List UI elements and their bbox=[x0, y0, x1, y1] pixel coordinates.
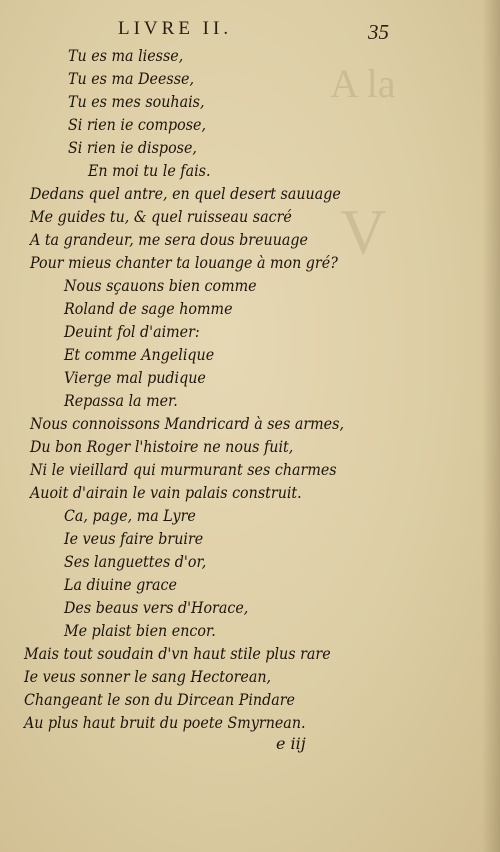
verse-line: Des beaus vers d'Horace, bbox=[64, 599, 249, 617]
verse-line: Nous sçauons bien comme bbox=[64, 277, 257, 295]
verse-line: Me plaist bien encor. bbox=[64, 622, 216, 640]
verse-line: Tu es mes souhais, bbox=[68, 93, 205, 111]
verse-line: En moi tu le fais. bbox=[88, 162, 211, 180]
verse-line: Roland de sage homme bbox=[64, 300, 233, 318]
verse-line: Si rien ie dispose, bbox=[68, 139, 197, 157]
show-through: V bbox=[340, 196, 387, 267]
verse-line: Si rien ie compose, bbox=[68, 116, 207, 134]
verse-line: Auoit d'airain le vain palais construit. bbox=[30, 484, 302, 502]
verse-line: Ses languettes d'or, bbox=[64, 553, 207, 571]
verse-line: Ie veus faire bruire bbox=[64, 530, 204, 548]
verse-line: Mais tout soudain d'vn haut stile plus rare bbox=[24, 645, 331, 663]
verse-line: Ie veus sonner le sang Hectorean, bbox=[24, 668, 272, 686]
verse-line: Pour mieus chanter ta louange à mon gré? bbox=[30, 254, 338, 272]
verse-line: Repassa la mer. bbox=[64, 392, 178, 410]
running-head-title: LIVRE II. bbox=[118, 18, 233, 39]
verse-line: Me guides tu, & quel ruisseau sacré bbox=[30, 208, 292, 226]
verse-line: La diuine grace bbox=[64, 576, 177, 594]
verse-line: Tu es ma liesse, bbox=[68, 47, 184, 65]
verse-line: Tu es ma Deesse, bbox=[68, 70, 194, 88]
verse-line: Dedans quel antre, en quel desert sauuage bbox=[30, 185, 341, 203]
verse-line: Changeant le son du Dircean Pindare bbox=[24, 691, 295, 709]
page-edge-shadow bbox=[482, 0, 500, 852]
verse-line: Du bon Roger l'histoire ne nous fuit, bbox=[30, 438, 294, 456]
verse-line: Ca, page, ma Lyre bbox=[64, 507, 196, 525]
verse-line: Nous connoissons Mandricard à ses armes, bbox=[30, 415, 344, 433]
signature-mark: e iij bbox=[276, 734, 306, 753]
show-through: A la bbox=[330, 61, 396, 106]
verse-line: Ni le vieillard qui murmurant ses charmes bbox=[30, 461, 337, 479]
page-number: 35 bbox=[368, 20, 389, 44]
verse-line: Vierge mal pudique bbox=[64, 369, 206, 387]
verse-line: Deuint fol d'aimer: bbox=[64, 323, 200, 341]
verse-line: Et comme Angelique bbox=[64, 346, 215, 364]
verse-line: A ta grandeur, me sera dous breuuage bbox=[30, 231, 308, 249]
verse-line: Au plus haut bruit du poete Smyrnean. bbox=[24, 714, 306, 732]
